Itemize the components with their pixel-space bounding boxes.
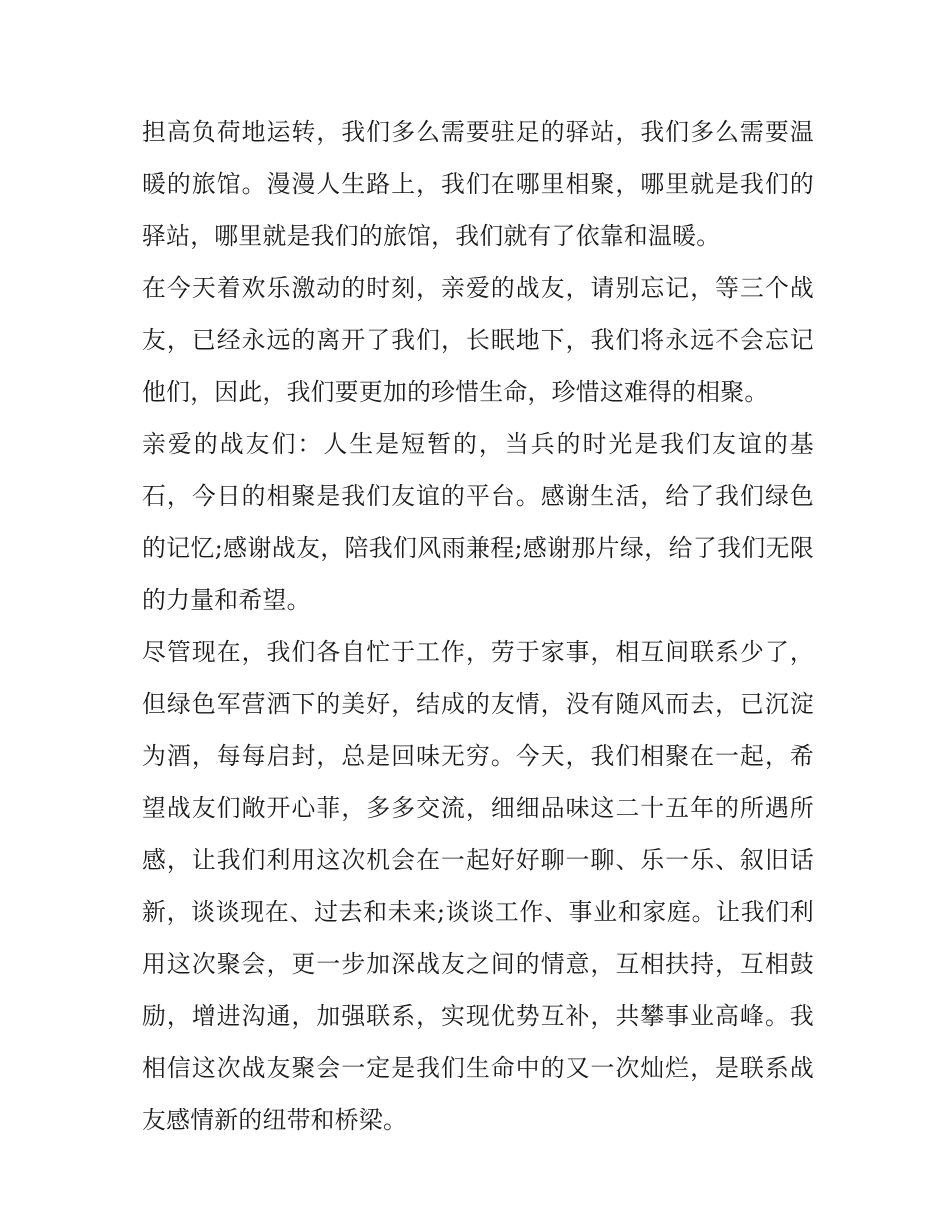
paragraph-4: 尽管现在，我们各自忙于工作，劳于家事，相互间联系少了，但绿色军营洒下的美好，结成的友情，没有随风而去，已沉淀为酒，每每启封，总是回味无穷。今天，我们相聚在一起，希望战友们敞开心菲，多多交流，细细品味这二十五年的所遇所感，让我们利用这次机会在一起好好聊一聊、乐一乐、叙旧话新，谈谈现在、过去和未来;谈谈工作、事业和家庭。让我们利用这次聚会，更一步加深战友之间的情意，互相扶持，互相鼓励，增进沟通，加强联系，实现优势互补，共攀事业高峰。我相信这次战友聚会一定是我们生命中的又一次灿烂，是联系战友感情新的纽带和桥梁。 [142, 638, 814, 1134]
document-body [142, 106, 814, 1146]
paragraph-1: 担高负荷地运转，我们多么需要驻足的驿站，我们多么需要温暖的旅馆。漫漫人生路上，我们在哪里相聚，哪里就是我们的驿站，哪里就是我们的旅馆，我们就有了依靠和温暖。 [142, 118, 814, 250]
paragraph-3: 亲爱的战友们：人生是短暂的，当兵的时光是我们友谊的基石，今日的相聚是我们友谊的平台。感谢生活，给了我们绿色的记忆;感谢战友，陪我们风雨兼程;感谢那片绿，给了我们无限的力量和希望。 [142, 430, 814, 614]
paragraph-2: 在今天着欢乐激动的时刻，亲爱的战友，请别忘记，等三个战友，已经永远的离开了我们，长眠地下，我们将永远不会忘记他们，因此，我们要更加的珍惜生命，珍惜这难得的相聚。 [142, 274, 814, 406]
